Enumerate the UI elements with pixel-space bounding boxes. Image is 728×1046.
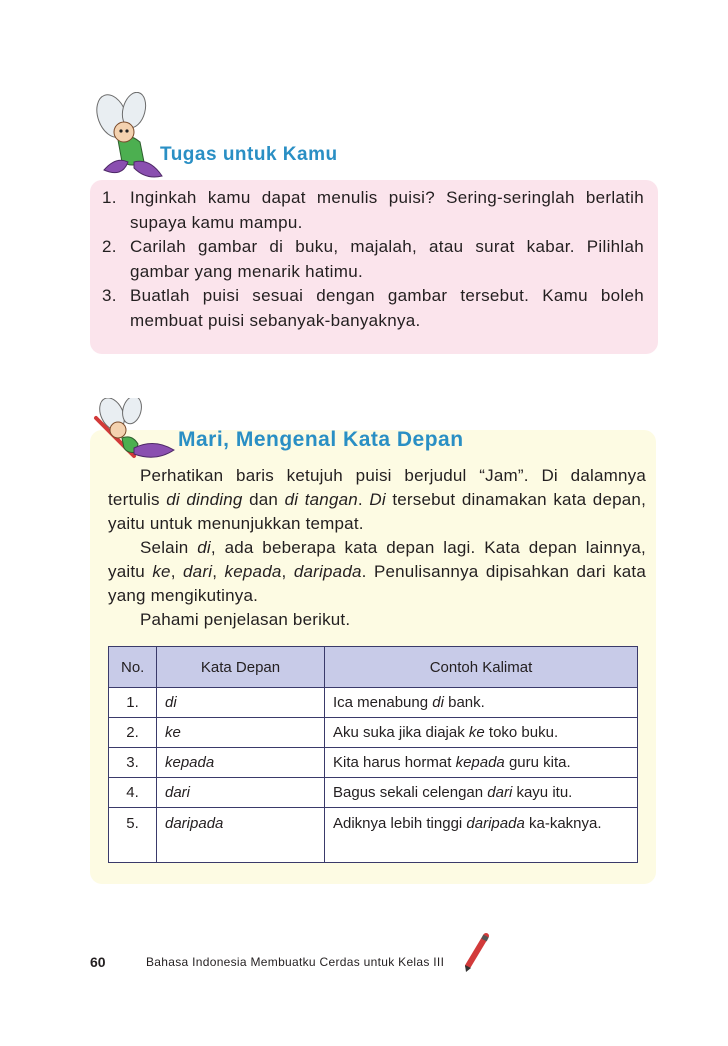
cell-no: 5. xyxy=(109,808,157,863)
cell-contoh: Bagus sekali celengan dari kayu itu. xyxy=(325,778,638,808)
book-title: Bahasa Indonesia Membuatku Cerdas untuk Kelas III xyxy=(146,955,445,969)
cell-no: 4. xyxy=(109,778,157,808)
item-number: 3. xyxy=(102,286,117,305)
table-row xyxy=(109,688,638,718)
table-row xyxy=(109,718,638,748)
cell-no: 2. xyxy=(109,718,157,748)
list-item xyxy=(102,284,644,333)
cell-contoh: Adiknya lebih tinggi daripada ka-kaknya. xyxy=(325,808,638,863)
item-number: 1. xyxy=(102,188,117,207)
header-kata-depan: Kata Depan xyxy=(157,647,325,688)
fairy-mascot-icon xyxy=(88,92,170,184)
cell-kata: di xyxy=(157,688,325,718)
kata-depan-table xyxy=(108,646,638,863)
cell-no: 3. xyxy=(109,748,157,778)
paragraph: Pahami penjelasan berikut. xyxy=(140,610,351,629)
cell-no: 1. xyxy=(109,688,157,718)
fairy-mascot-icon xyxy=(88,398,178,466)
item-text: Carilah gambar di buku, majalah, atau surat kabar. Pilihlah gambar yang menarik hatimu. xyxy=(130,237,644,281)
table-row xyxy=(109,778,638,808)
paragraph: Selain di, ada beberapa kata depan lagi. Kata depan lainnya, yaitu ke, dari, kepada, daripada. Penulisannya dipisahkan dari kata yang mengikutinya. xyxy=(108,538,647,605)
table-row xyxy=(109,748,638,778)
list-item xyxy=(102,186,644,235)
cell-contoh: Kita harus hormat kepada guru kita. xyxy=(325,748,638,778)
task-list xyxy=(102,186,644,333)
lesson-text xyxy=(108,464,646,632)
task-title: Tugas untuk Kamu xyxy=(160,144,338,165)
cell-kata: dari xyxy=(157,778,325,808)
header-no: No. xyxy=(109,647,157,688)
pencil-icon xyxy=(460,932,494,972)
cell-kata: kepada xyxy=(157,748,325,778)
cell-kata: daripada xyxy=(157,808,325,863)
cell-contoh: Ica menabung di bank. xyxy=(325,688,638,718)
item-number: 2. xyxy=(102,237,117,256)
paragraph: Perhatikan baris ketujuh puisi berjudul “Jam”. Di dalamnya tertulis di dinding dan di tangan. Di tersebut dinamakan kata depan, yaitu untuk menunjukkan tempat. xyxy=(108,466,646,533)
lesson-title: Mari, Mengenal Kata Depan xyxy=(178,428,464,451)
table-header-row xyxy=(109,647,638,688)
page-number: 60 xyxy=(90,954,106,970)
cell-contoh: Aku suka jika diajak ke toko buku. xyxy=(325,718,638,748)
item-text: Inginkah kamu dapat menulis puisi? Sering-seringlah berlatih supaya kamu mampu. xyxy=(130,188,644,232)
item-text: Buatlah puisi sesuai dengan gambar tersebut. Kamu boleh membuat puisi sebanyak-banyaknya. xyxy=(130,286,644,330)
cell-kata: ke xyxy=(157,718,325,748)
header-contoh-kalimat: Contoh Kalimat xyxy=(325,647,638,688)
list-item xyxy=(102,235,644,284)
table-row xyxy=(109,808,638,863)
